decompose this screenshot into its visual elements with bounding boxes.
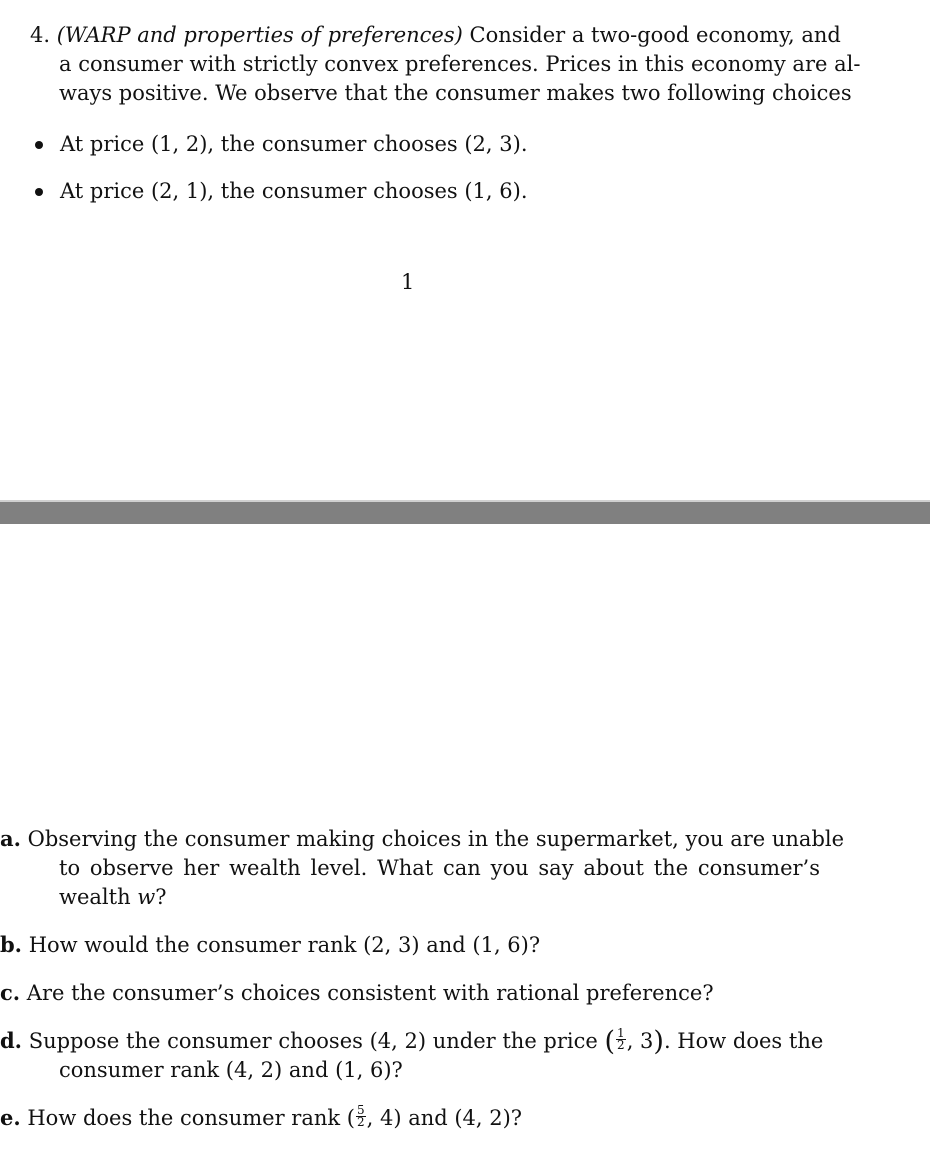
part-c-line xyxy=(0,978,820,1008)
part-e-text: How does the consumer rank ( xyxy=(27,1106,355,1130)
part-d-line-2 xyxy=(0,1056,820,1085)
fraction xyxy=(356,1105,366,1128)
problem-number: 4. xyxy=(30,23,51,47)
fraction xyxy=(616,1028,626,1051)
part-c-text: Are the consumer’s choices consistent with rational preference? xyxy=(26,981,714,1005)
part-a-line-3 xyxy=(0,883,820,912)
page-number: 1 xyxy=(401,270,415,294)
part-e-line xyxy=(0,1103,820,1133)
fraction-denominator: 2 xyxy=(617,1038,625,1052)
part-a xyxy=(0,824,845,912)
bullet-icon xyxy=(35,141,43,149)
bullet-text: At price (1, 2), the consumer chooses (2, 3). xyxy=(60,132,528,156)
part-d-text-1: Suppose the consumer chooses (4, 2) under the price xyxy=(28,1029,605,1053)
problem-line-3-text: ways positive. We observe that the consumer makes two following choices xyxy=(59,81,852,105)
part-d-text-2: consumer rank (4, 2) and (1, 6)? xyxy=(59,1058,403,1082)
part-label: c. xyxy=(0,980,21,1005)
part-c xyxy=(0,978,820,1008)
part-b-line xyxy=(0,930,820,960)
paren-close: ) xyxy=(653,1026,664,1057)
part-label: a. xyxy=(0,826,21,851)
price-rest: , 3 xyxy=(626,1029,654,1053)
bullet-text: At price (2, 1), the consumer chooses (1, 6). xyxy=(60,179,528,203)
part-a-line-2 xyxy=(0,854,820,883)
part-label: b. xyxy=(0,932,22,957)
problem-intro xyxy=(30,21,861,108)
problem-line-3 xyxy=(30,79,852,108)
part-a-text-3-end: ? xyxy=(155,885,167,909)
part-d xyxy=(0,1026,824,1085)
part-label: d. xyxy=(0,1028,22,1053)
question-parts xyxy=(0,824,845,1151)
part-a-text-1: Observing the consumer making choices in the supermarket, you are unable xyxy=(27,827,845,851)
part-a-line-1 xyxy=(0,824,845,854)
fraction-numerator: 1 xyxy=(617,1026,625,1040)
bullet-icon xyxy=(35,188,43,196)
part-e xyxy=(0,1103,820,1133)
problem-line-2 xyxy=(30,50,861,79)
part-d-text-1-end: . How does the xyxy=(663,1029,824,1053)
problem-title: (WARP and properties of preferences) xyxy=(56,23,463,47)
part-d-line-1 xyxy=(0,1026,824,1057)
part-label: e. xyxy=(0,1105,21,1130)
page-separator xyxy=(0,500,930,524)
problem-line-1 xyxy=(30,21,841,50)
part-b xyxy=(0,930,820,960)
problem-line-1-rest: Consider a two-good economy, and xyxy=(469,23,841,47)
part-a-text-2: to observe her wealth level. What can you say about the consumer’s xyxy=(59,856,820,880)
paren-open: ( xyxy=(604,1026,616,1057)
part-a-text-3: wealth xyxy=(59,885,138,909)
problem-line-2-text: a consumer with strictly convex preferences. Prices in this economy are al- xyxy=(59,52,861,76)
part-b-text: How would the consumer rank (2, 3) and (1, 6)? xyxy=(28,933,541,957)
fraction-denominator: 2 xyxy=(356,1115,365,1129)
wealth-variable: w xyxy=(137,885,156,909)
part-e-text-end: , 4) and (4, 2)? xyxy=(366,1106,523,1130)
fraction-numerator: 5 xyxy=(356,1103,365,1117)
